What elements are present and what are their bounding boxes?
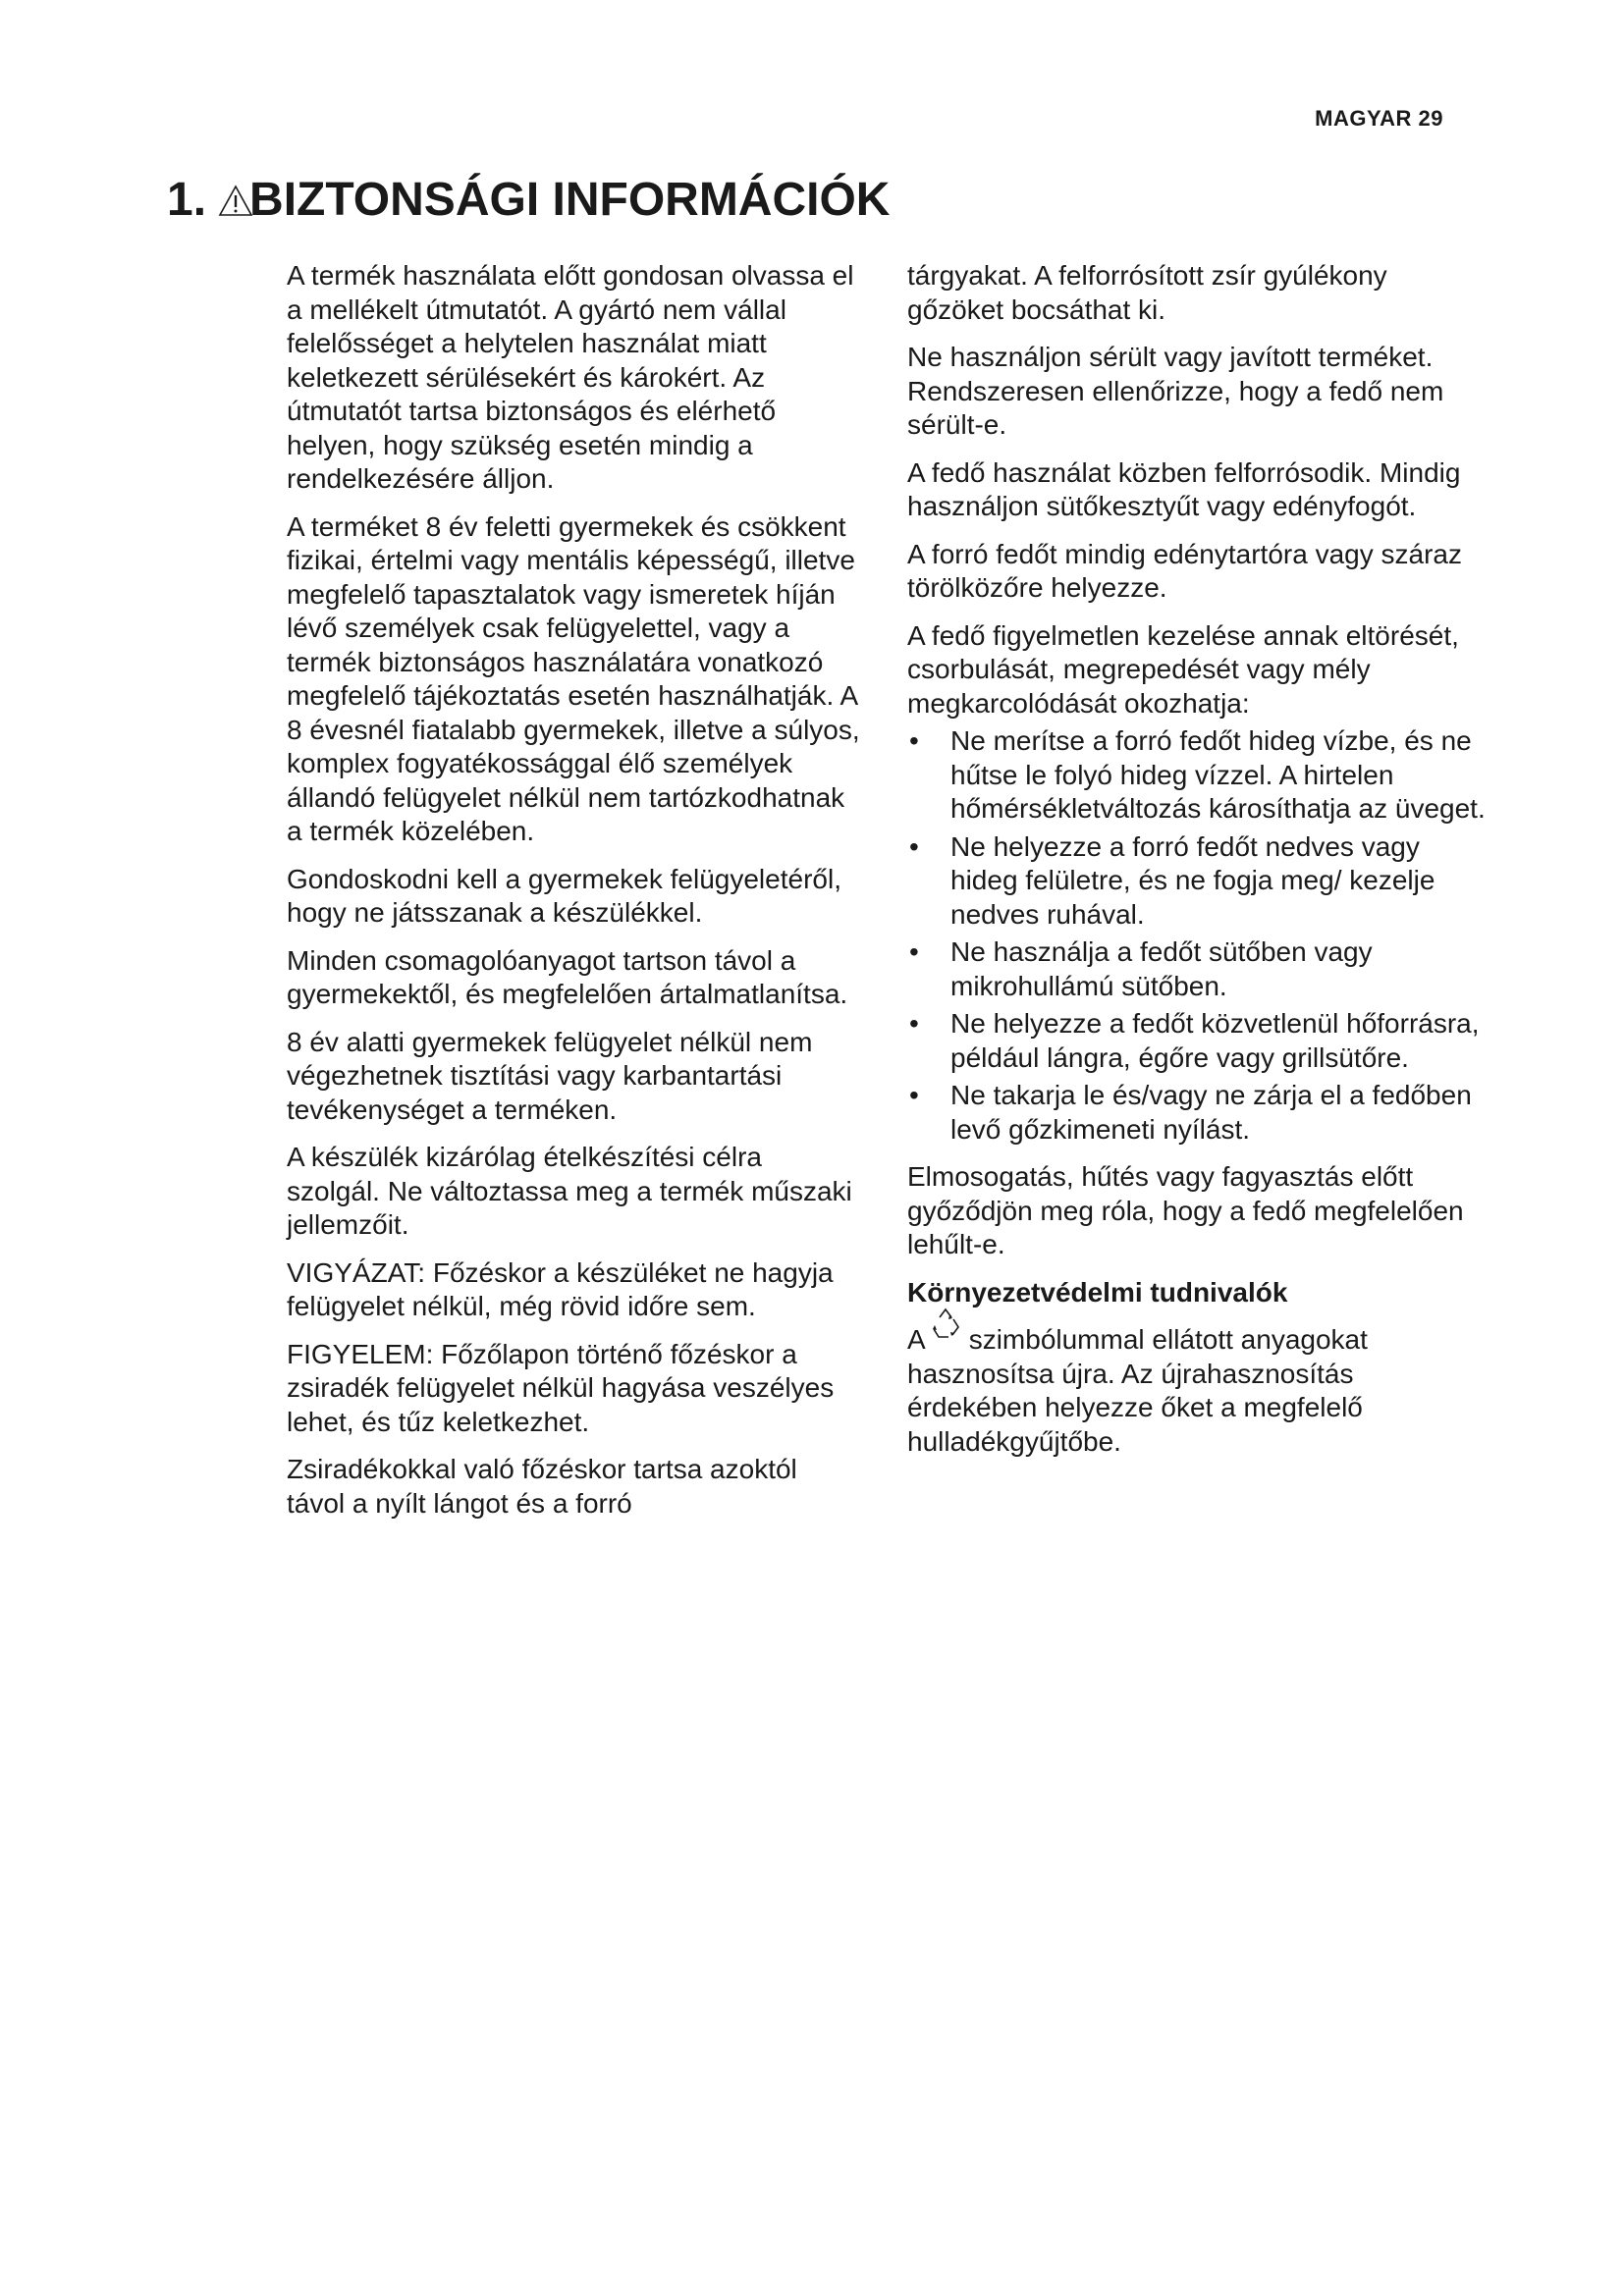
- bullet-list: [907, 724, 1487, 1147]
- page-number-label: MAGYAR 29: [1315, 106, 1443, 131]
- paragraph-recycling: [907, 1323, 1487, 1459]
- paragraph-intro: A termék használata előtt gondosan olvassa el a mellékelt útmutatót. A gyártó nem vállal felelősséget a helytelen használat miatt keletkezett sérülésekért és károkért. Az útmutatót tartsa biztonságos és elérhető helyen, hogy szükség esetén mindig a rendelkezésére álljon.: [287, 260, 854, 494]
- paragraph-breakage: A fedő figyelmetlen kezelése annak eltörését, csorbulását, megrepedését vagy mély megkarcolódását okozhatja:: [907, 619, 1459, 719]
- paragraph-children-use: A terméket 8 év feletti gyermekek és csökkent fizikai, értelmi vagy mentális képességű, illetve megfelelő tapasztalatok vagy ismeretek híján lévő személyek csak felügyelettel, vagy a termék biztonságos használatára vonatkozó megfelelő tájékoztatás esetén használhatják. A 8 évesnél fiatalabb gyermekek, illetve a súlyos, komplex fogyatékossággal élő személyek állandó felügyelet nélkül nem tartózkodhatnak a termék közelében.: [287, 510, 860, 846]
- paragraph-intended-use: A készülék kizárólag ételkészítési célra szolgál. Ne változtassa meg a termék műszaki jellemzőit.: [287, 1142, 852, 1240]
- paragraph-cooling: Elmosogatás, hűtés vagy fagyasztás előtt győződjön meg róla, hogy a fedő megfelelően lehűlt-e.: [907, 1161, 1464, 1259]
- list-item: • Ne helyezze a forró fedőt nedves vagy hideg felületre, és ne fogja meg/ kezelje nedves ruhával.: [907, 830, 1487, 933]
- env-heading: Környezetvédelmi tudnivalók: [907, 1276, 1288, 1308]
- section-title-text: BIZTONSÁGI INFORMÁCIÓK: [249, 174, 891, 226]
- paragraph-flame: Zsiradékokkal való főzéskor tartsa azoktól távol a nyílt lángot és a forró: [287, 1454, 797, 1519]
- env-text-prefix: A: [907, 1324, 925, 1355]
- recycle-icon-wrap: [932, 1329, 961, 1349]
- section-title: [167, 173, 890, 227]
- paragraph-packaging: Minden csomagolóanyagot tartson távol a gyermekektől, és megfelelően ártalmatlanítsa.: [287, 944, 848, 1009]
- list-item: • Ne használja a fedőt sütőben vagy mikrohullámú sütőben.: [907, 935, 1487, 1003]
- right-column: [907, 259, 1487, 1472]
- paragraph-hot-lid: A fedő használat közben felforrósodik. Mindig használjon sütőkesztyűt vagy edényfogót.: [907, 456, 1461, 521]
- paragraph-flammable: tárgyakat. A felforrósított zsír gyúlékony gőzöket bocsáthat ki.: [907, 260, 1387, 325]
- paragraph-warning-fat: FIGYELEM: Főzőlapon történő főzéskor a zsiradék felügyelet nélkül hagyása veszélyes lehet, és tűz keletkezhet.: [287, 1338, 835, 1437]
- recycle-icon: [930, 1306, 961, 1345]
- section-number: 1.: [167, 174, 207, 226]
- paragraph-supervision: Gondoskodni kell a gyermekek felügyeletéről, hogy ne játsszanak a készülékkel.: [287, 863, 841, 928]
- list-item: • Ne merítse a forró fedőt hideg vízbe, és ne hűtse le folyó hideg vízzel. A hirtelen hőmérsékletváltozás károsíthatja az üveget.: [907, 724, 1487, 827]
- left-column: [287, 259, 861, 1534]
- paragraph-cleaning: 8 év alatti gyermekek felügyelet nélkül nem végezhetnek tisztítási vagy karbantartási tevékenységet a terméken.: [287, 1026, 813, 1125]
- paragraph-damaged: Ne használjon sérült vagy javított terméket. Rendszeresen ellenőrizze, hogy a fedő nem sérült-e.: [907, 342, 1444, 440]
- paragraph-place-lid: A forró fedőt mindig edénytartóra vagy száraz törölközőre helyezze.: [907, 538, 1462, 603]
- paragraph-caution: VIGYÁZAT: Főzéskor a készüléket ne hagyja felügyelet nélkül, még rövid időre sem.: [287, 1256, 834, 1321]
- list-item: • Ne takarja le és/vagy ne zárja el a fedőben levő gőzkimeneti nyílást.: [907, 1079, 1487, 1147]
- list-item: • Ne helyezze a fedőt közvetlenül hőforrásra, például lángra, égőre vagy grillsütőre.: [907, 1007, 1487, 1075]
- env-text-suffix: szimbólummal ellátott anyagokat hasznosítsa újra. Az újrahasznosítás érdekében helyezze őket a megfelelő hulladékgyűjtőbe.: [907, 1324, 1368, 1457]
